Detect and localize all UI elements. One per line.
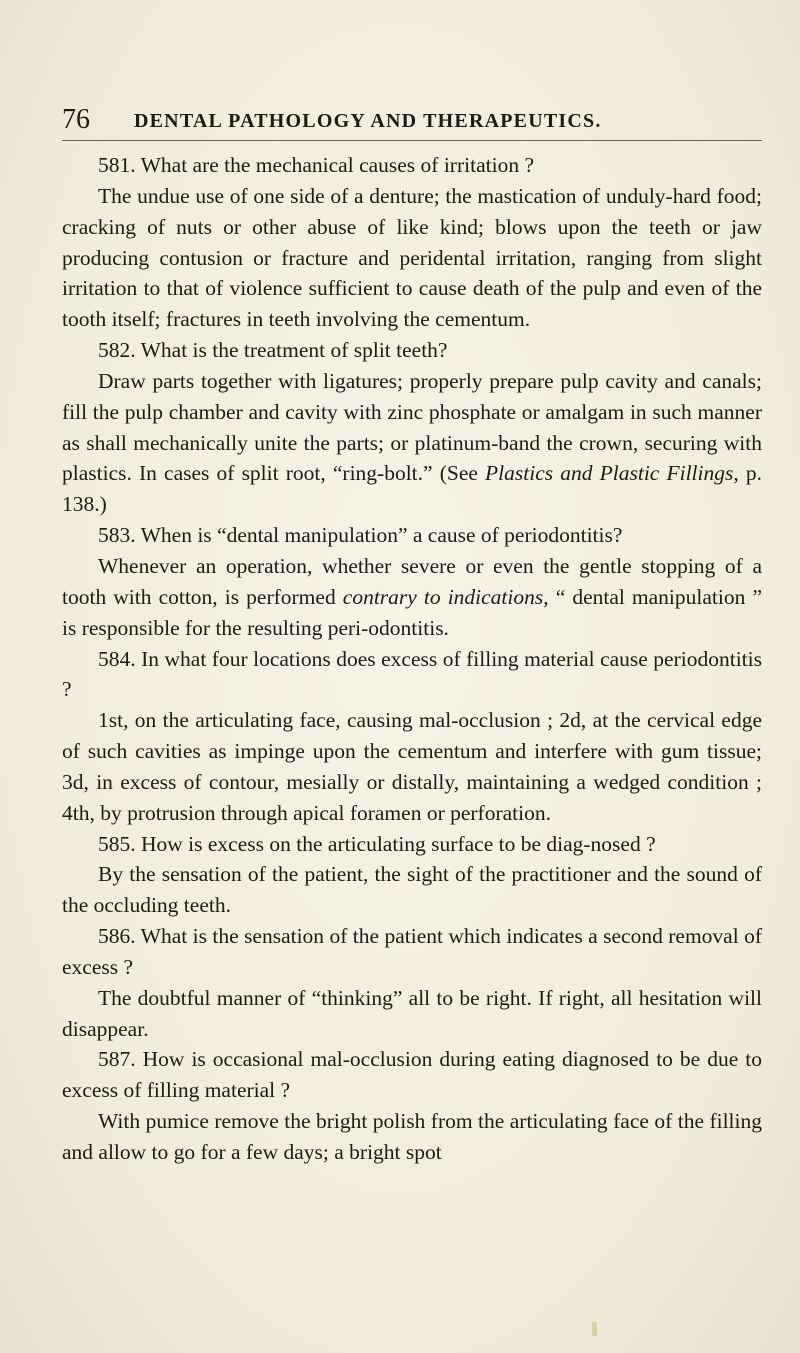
answer-584: 1st, on the articulating face, causing mal-occlusion ; 2d, at the cervical edge of such cavities as impinge upon the cementum and interfere with gum tissue; 3d, in excess of contour, mesially or distally, maintaining a wedged condition ; 4th, by protrusion through apical foramen or perforation. (62, 708, 762, 825)
question-583: 583. When is “dental manipulation” a cause of periodontitis? (98, 523, 623, 548)
running-title: DENTAL PATHOLOGY AND THERAPEUTICS. (134, 110, 602, 132)
paper-blemish (592, 1322, 597, 1336)
question-582: 582. What is the treatment of split teeth? (98, 338, 448, 363)
answer-583 (62, 551, 762, 644)
answer-585: By the sensation of the patient, the sight of the practitioner and the sound of the occluding teeth. (62, 862, 762, 918)
question-585: 585. How is excess on the articulating surface to be diag-nosed ? (98, 831, 656, 856)
question-586: 586. What is the sensation of the patient which indicates a second removal of excess ? (62, 924, 762, 979)
body-text (62, 150, 762, 1168)
answer-587: With pumice remove the bright polish from the articulating face of the filling and allow to go for a few days; a bright spot (62, 1109, 762, 1164)
answer-581: The undue use of one side of a denture; the mastication of unduly-hard food; cracking of nuts or other abuse of like kind; blows upon the teeth or jaw producing contusion or fracture and peridental irritation, ranging from slight irritation to that of violence sufficient to cause death of the pulp and even of the tooth itself; fractures in teeth involving the cementum. (62, 183, 762, 332)
question-587: 587. How is occasional mal-occlusion during eating diagnosed to be due to excess of filling material ? (62, 1047, 762, 1103)
answer-582-page-ref: , p. 138.) (62, 461, 763, 517)
answer-582-reference-title: Plastics and Plastic Fillings (485, 461, 734, 486)
answer-583-emphasis: contrary to indications (342, 584, 544, 609)
answer-582 (62, 366, 762, 520)
answer-583-tail: , “ dental manipulation ” is responsible for the resulting peri-odontitis. (62, 584, 762, 640)
answer-582-text: Draw parts together with ligatures; properly prepare pulp cavity and canals; fill the pulp chamber and cavity with zinc phosphate or amalgam in such manner as shall mechanically unite the parts; or platinum-band the crown, securing with plastics. In cases of split root, “ring-bolt.” (See (62, 368, 762, 486)
page-number: 76 (62, 104, 90, 135)
answer-583-text: Whenever an operation, whether severe or even the gentle stopping of a tooth with cotton, is performed (62, 553, 762, 609)
header-rule (62, 140, 762, 141)
question-581: 581. What are the mechanical causes of irritation ? (98, 153, 534, 177)
question-584: 584. In what four locations does excess of filling material cause periodontitis ? (62, 646, 762, 702)
answer-586: The doubtful manner of “thinking” all to be right. If right, all hesitation will disappear. (62, 985, 762, 1041)
